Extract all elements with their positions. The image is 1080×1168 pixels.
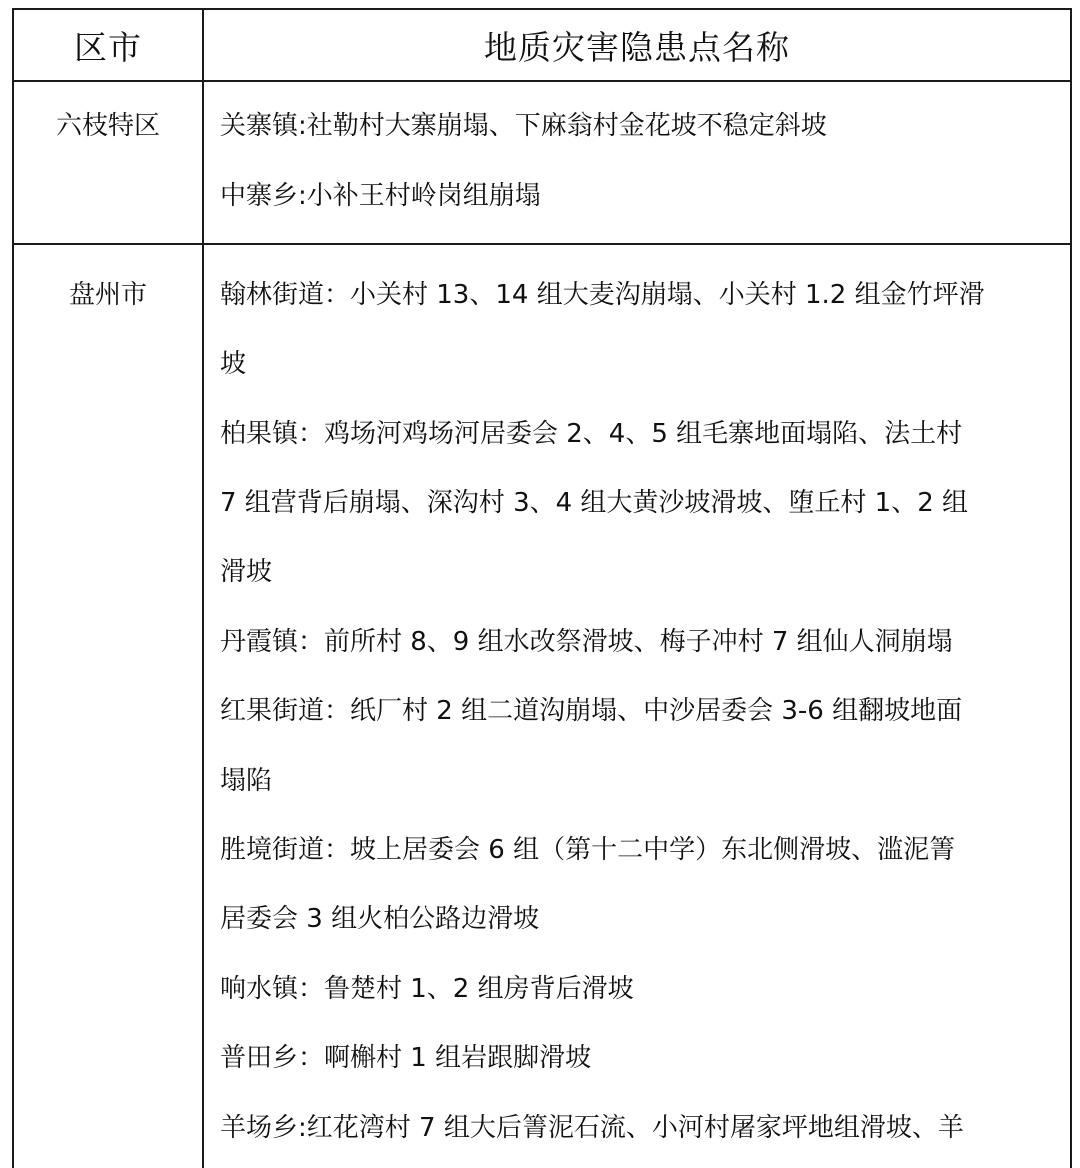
hazard-line: 关寨镇:社勒村大寨崩塌、下麻翁村金花坡不稳定斜坡 xyxy=(220,111,827,141)
hazard-line: 响水镇：鲁楚村 1、2 组房背后滑坡 xyxy=(220,974,634,1004)
hazard-line: 普田乡：啊槲村 1 组岩跟脚滑坡 xyxy=(220,1043,592,1073)
column-header-district: 区市 xyxy=(74,27,142,67)
hazard-line: 居委会 3 组火柏公路边滑坡 xyxy=(220,904,540,934)
column-divider xyxy=(202,10,204,1168)
hazard-table xyxy=(12,8,1072,1168)
hazard-line: 胜境街道：坡上居委会 6 组（第十二中学）东北侧滑坡、滥泥箐 xyxy=(220,835,956,865)
district-cell: 六枝特区 xyxy=(55,111,160,141)
hazard-line: 滑坡 xyxy=(220,557,273,587)
header-divider xyxy=(14,80,1070,82)
hazard-line: 红果街道：纸厂村 2 组二道沟崩塌、中沙居委会 3-6 组翻坡地面 xyxy=(220,696,963,726)
hazard-line: 丹霞镇：前所村 8、9 组水改祭滑坡、梅子冲村 7 组仙人洞崩塌 xyxy=(220,627,953,657)
hazard-line: 7 组营背后崩塌、深沟村 3、4 组大黄沙坡滑坡、堕丘村 1、2 组 xyxy=(220,488,969,518)
hazard-line: 中寨乡:小补王村岭岗组崩塌 xyxy=(220,181,541,211)
hazard-line: 柏果镇：鸡场河鸡场河居委会 2、4、5 组毛寨地面塌陷、法土村 xyxy=(220,419,963,449)
hazard-line: 坡 xyxy=(220,349,247,379)
district-cell: 盘州市 xyxy=(68,280,147,310)
hazard-line: 塌陷 xyxy=(220,766,273,796)
hazard-line: 羊场乡:红花湾村 7 组大后箐泥石流、小河村屠家坪地组滑坡、羊 xyxy=(220,1113,964,1143)
row-divider xyxy=(14,243,1070,245)
column-header-hazard-name: 地质灾害隐患点名称 xyxy=(484,27,790,67)
hazard-line: 翰林街道：小关村 13、14 组大麦沟崩塌、小关村 1.2 组金竹坪滑 xyxy=(220,280,985,310)
